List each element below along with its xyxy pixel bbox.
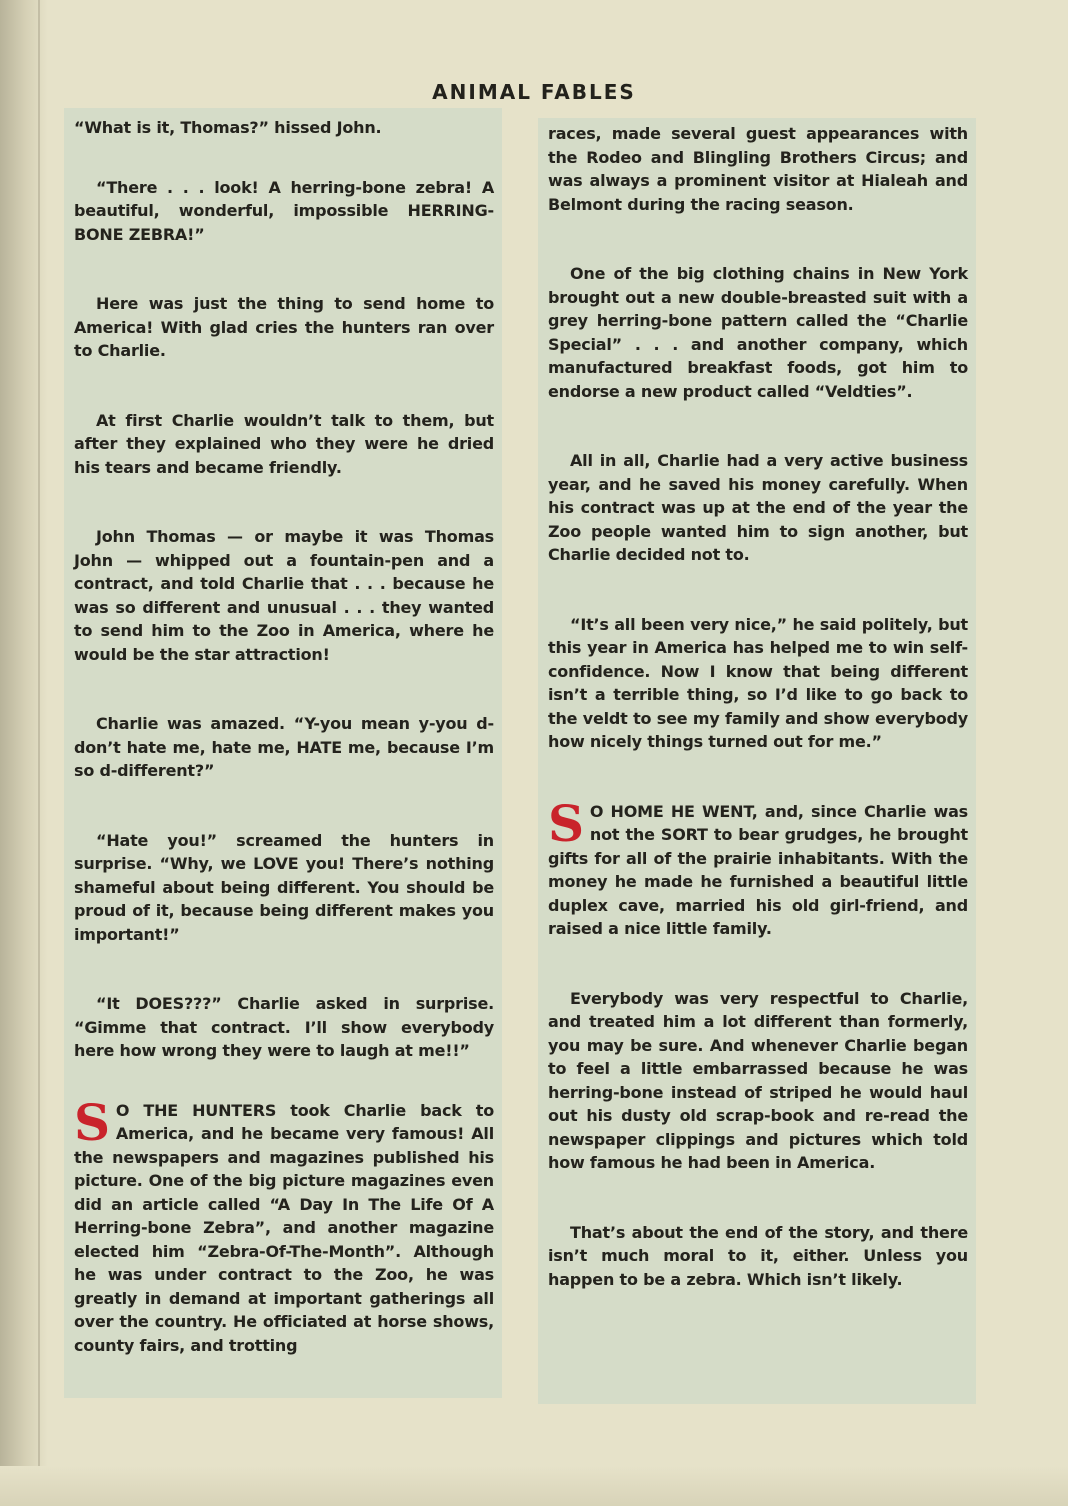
paragraph: Charlie was amazed. “Y-you mean y-you d-don’t hate me, hate me, HATE me, because I’m so d-different?”	[74, 714, 494, 780]
left-text-column	[64, 108, 502, 1398]
paragraph: Everybody was very respectful to Charlie, and treated him a lot different than formerly, you may be sure. And whenever Charlie began to feel a little embarrassed because he was herring-bone instead of striped he would haul out his dusty old scrap-book and re-read the newspaper clippings and pictures which told how famous he had been in America.	[548, 988, 968, 1172]
paragraph: “Hate you!” screamed the hunters in surprise. “Why, we LOVE you! There’s nothing shameful about being different. You should be proud of it, because being different makes you important!”	[74, 830, 494, 944]
paragraph: John Thomas — or maybe it was Thomas John — whipped out a fountain-pen and a contract, and told Charlie that . . . because he was so different and unusual . . . they wanted to send him to the Zoo in America, where he would be the star attraction!	[74, 527, 494, 664]
dropcap-paragraph-text: O THE HUNTERS took Charlie back to America, and he became very famous! All the newspapers and magazines published his picture. One of the big picture magazines even did an article called “A Day In The Life Of A Herring-bone Zebra”, and another magazine elected him “Zebra-Of-The-Month”. Although he was under contract to the Zoo, he was greatly in demand at important gatherings all over the country. He officiated at horse shows, county fairs, and trotting	[74, 1100, 494, 1355]
paragraph: That’s about the end of the story, and there isn’t much moral to it, either. Unless you happen to be a zebra. Which isn’t likely.	[548, 1222, 968, 1289]
paragraph: “It’s all been very nice,” he said politely, but this year in America has helped me to win self-confidence. Now I know that being different isn’t a terrible thing, so I’d like to go back to the veldt to see my family and show everybody how nicely things turned out for me.”	[548, 614, 968, 751]
drop-cap-letter: S	[74, 1092, 110, 1152]
spine-crease	[38, 0, 40, 1506]
paragraph: Here was just the thing to send home to America! With glad cries the hunters ran over to Charlie.	[74, 294, 494, 360]
paragraph: One of the big clothing chains in New York brought out a new double-breasted suit with a grey herring-bone pattern called the “Charlie Special” . . . and another company, which manufactured breakfast foods, got him to endorse a new product called “Veldties”.	[548, 264, 968, 401]
paragraph: “What is it, Thomas?” hissed John.	[74, 118, 382, 137]
page-gutter-shadow	[0, 0, 48, 1506]
paragraph: “There . . . look! A herring-bone zebra! A beautiful, wonderful, impossible HERRING-BONE ZEBRA!”	[74, 177, 494, 244]
page-bottom-margin	[0, 1466, 1068, 1506]
right-text-column	[538, 118, 976, 1404]
dropcap-paragraph	[74, 1092, 494, 1358]
paragraph: At first Charlie wouldn’t talk to them, but after they explained who they were he dried his tears and became friendly.	[74, 410, 494, 477]
drop-cap-letter: S	[548, 793, 584, 853]
dropcap-paragraph-text: O HOME HE WENT, and, since Charlie was not the SORT to bear grudges, he brought gifts for all of the prairie inhabitants. With the money he made he furnished a beautiful little duplex cave, married his old girl-friend, and raised a nice little family.	[548, 801, 968, 938]
dropcap-paragraph	[548, 793, 968, 941]
paragraph: All in all, Charlie had a very active business year, and he saved his money carefully. When his contract was up at the end of the year the Zoo people wanted him to sign another, but Charlie decided not to.	[548, 451, 968, 564]
paragraph: races, made several guest appearances with the Rodeo and Blingling Brothers Circus; and was always a prominent visitor at Hialeah and Belmont during the racing season.	[548, 124, 968, 214]
page-header-title: ANIMAL FABLES	[432, 80, 636, 104]
paragraph: “It DOES???” Charlie asked in surprise. “Gimme that contract. I’ll show everybody here how wrong they were to laugh at me!!”	[74, 994, 494, 1060]
